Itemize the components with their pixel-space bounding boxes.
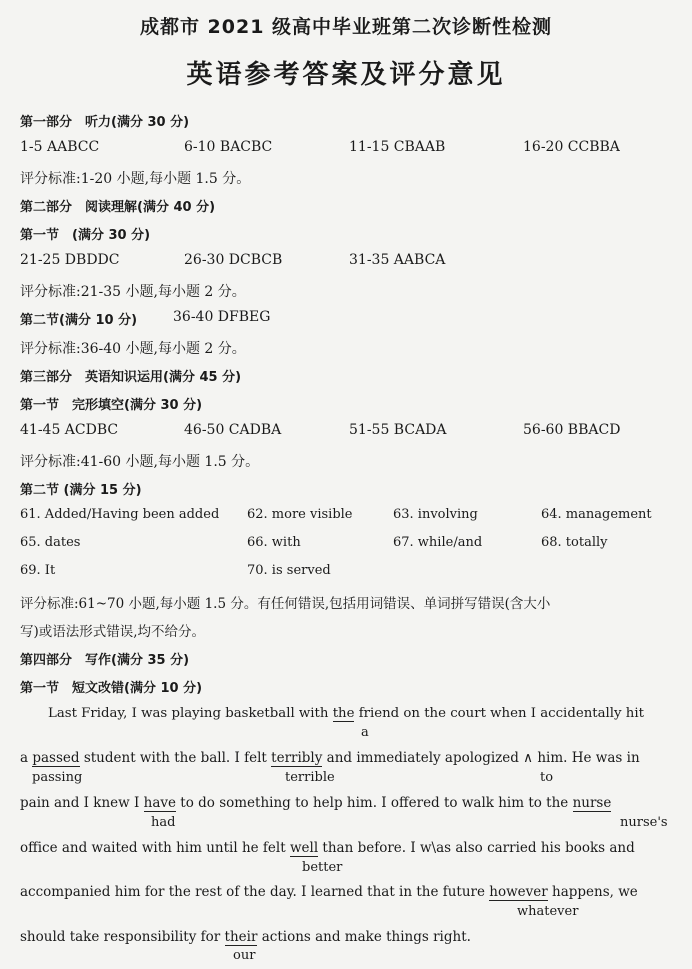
grammar-answer: 67. while/and <box>393 535 483 550</box>
answer-group: 16-20 CCBBA <box>523 139 620 155</box>
answer-group: 56-60 BBACD <box>523 422 621 438</box>
passage-line: office and waited with him until he felt well than before. I w\as also carried his books and <box>20 840 635 856</box>
grammar-answer: 70. is served <box>247 563 331 578</box>
passage-line: accompanied him for the rest of the day. I learned that in the future however happens, we <box>20 884 638 900</box>
grammar-answer: 61. Added/Having been added <box>20 507 220 522</box>
grammar-answer: 69. It <box>20 563 56 578</box>
error-word: their <box>224 929 258 945</box>
answer-group: 21-25 DBDDC <box>20 252 120 268</box>
answer-group: 46-50 CADBA <box>184 422 282 438</box>
correction: a <box>361 725 369 740</box>
answer-group: 36-40 DFBEG <box>173 309 271 325</box>
part3-heading: 第三部分 英语知识运用(满分 45 分) <box>20 370 242 385</box>
part4-heading: 第四部分 写作(满分 35 分) <box>20 653 190 668</box>
correction: had <box>151 815 176 830</box>
grammar-answer: 66. with <box>247 535 301 550</box>
correction: passing <box>32 770 83 785</box>
passage-line: pain and I knew I have to do something to help him. I offered to walk him to the nurse <box>20 795 612 811</box>
part2-section1-scoring: 评分标准:21-35 小题,每小题 2 分。 <box>20 284 246 300</box>
part3-section2-heading: 第二节 (满分 15 分) <box>20 483 142 498</box>
grammar-answer: 64. management <box>541 507 652 522</box>
grammar-answer: 68. totally <box>541 535 608 550</box>
correction: whatever <box>517 904 579 919</box>
error-word: terribly <box>271 750 323 766</box>
error-word: have <box>143 795 176 811</box>
grammar-answer: 63. involving <box>393 507 478 522</box>
correction: to <box>540 770 554 785</box>
part3-section2-scoring-cont: 写)或语法形式错误,均不给分。 <box>20 624 206 640</box>
passage-line: Last Friday, I was playing basketball with the friend on the court when I accidentally hit <box>48 706 644 721</box>
answer-group: 51-55 BCADA <box>349 422 447 438</box>
part3-section2-scoring: 评分标准:61~70 小题,每小题 1.5 分。有任何错误,包括用词错误、单词拼写错误(含大小 <box>20 596 551 612</box>
error-word: however <box>489 884 548 900</box>
part1-heading: 第一部分 听力(满分 30 分) <box>20 115 190 130</box>
part1-scoring: 评分标准:1-20 小题,每小题 1.5 分。 <box>20 171 251 187</box>
correction: our <box>233 948 256 963</box>
answer-group: 1-5 AABCC <box>20 139 100 155</box>
part2-section1-heading: 第一节 (满分 30 分) <box>20 228 151 243</box>
answer-group: 31-35 AABCA <box>349 252 446 268</box>
document-title: 成都市 2021 级高中毕业班第二次诊断性检测 <box>139 16 553 38</box>
part4-section1-heading: 第一节 短文改错(满分 10 分) <box>20 681 203 696</box>
answer-group: 6-10 BACBC <box>184 139 273 155</box>
part3-section1-scoring: 评分标准:41-60 小题,每小题 1.5 分。 <box>20 454 260 470</box>
part2-section2-scoring: 评分标准:36-40 小题,每小题 2 分。 <box>20 341 246 357</box>
correction: better <box>302 860 343 875</box>
grammar-answer: 65. dates <box>20 535 81 550</box>
error-word: the <box>332 706 355 721</box>
part3-section1-heading: 第一节 完形填空(满分 30 分) <box>20 398 203 413</box>
answer-group: 41-45 ACDBC <box>20 422 119 438</box>
correction: terrible <box>285 770 335 785</box>
correction: nurse's <box>620 815 668 830</box>
part2-heading: 第二部分 阅读理解(满分 40 分) <box>20 200 216 215</box>
answer-group: 11-15 CBAAB <box>349 139 446 155</box>
passage-line: should take responsibility for their actions and make things right. <box>20 929 471 945</box>
grammar-answer: 62. more visible <box>247 507 353 522</box>
document-subtitle: 英语参考答案及评分意见 <box>186 60 506 90</box>
error-word: passed <box>32 750 80 766</box>
error-word: nurse <box>572 795 612 811</box>
error-word: well <box>289 840 319 856</box>
passage-line: a passed student with the ball. I felt terribly and immediately apologized ∧ him. He was in <box>20 750 640 766</box>
answer-group: 26-30 DCBCB <box>184 252 283 268</box>
part2-section2-heading: 第二节(满分 10 分) <box>20 313 138 328</box>
